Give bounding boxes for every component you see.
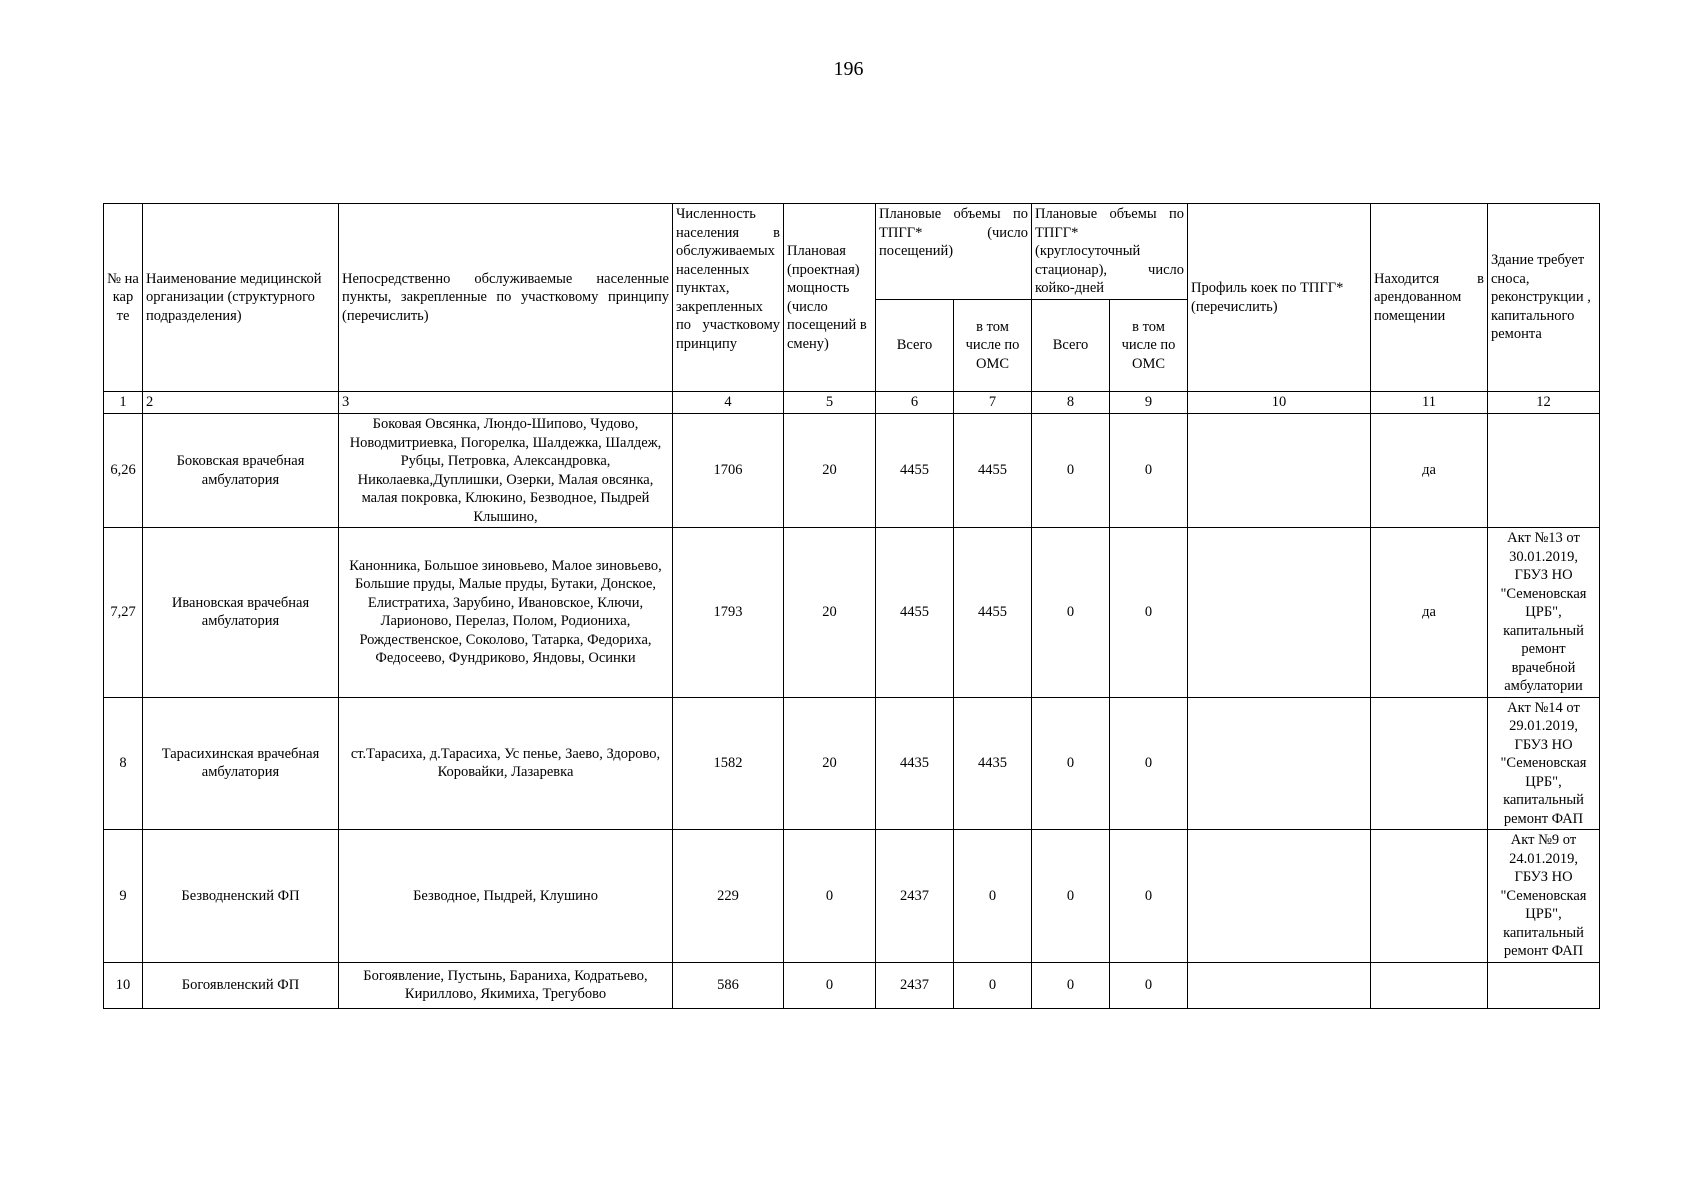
table-row xyxy=(104,528,1600,698)
cell-organization: Боковская врачебная амбулатория xyxy=(143,414,339,528)
cell-bed-profile xyxy=(1188,830,1371,963)
header-map-no: № на кар те xyxy=(104,204,143,392)
column-number: 7 xyxy=(954,392,1032,414)
cell-population: 1582 xyxy=(673,697,784,830)
cell-beddays-total: 0 xyxy=(1032,414,1110,528)
column-number: 8 xyxy=(1032,392,1110,414)
cell-beddays-oms: 0 xyxy=(1110,830,1188,963)
column-number: 4 xyxy=(673,392,784,414)
cell-building: Акт №13 от 30.01.2019, ГБУЗ НО "Семеновская ЦРБ", капитальный ремонт врачебной амбулатории xyxy=(1488,528,1600,698)
cell-map-no: 7,27 xyxy=(104,528,143,698)
cell-bed-profile xyxy=(1188,697,1371,830)
cell-settlements: Богоявление, Пустынь, Бараниха, Кодратьево, Кириллово, Якимиха, Трегубово xyxy=(339,962,673,1008)
cell-beddays-total: 0 xyxy=(1032,697,1110,830)
header-beddays-group: Плановые объемы по ТПГГ* (круглосуточный стационар), число койко-дней xyxy=(1032,204,1188,300)
header-rented: Находится в арендованном помещении xyxy=(1371,204,1488,392)
cell-visits-oms: 0 xyxy=(954,830,1032,963)
cell-organization: Ивановская врачебная амбулатория xyxy=(143,528,339,698)
header-organization: Наименование медицинской организации (структурного подразделения) xyxy=(143,204,339,392)
cell-visits-total: 4435 xyxy=(876,697,954,830)
cell-population: 586 xyxy=(673,962,784,1008)
cell-bed-profile xyxy=(1188,962,1371,1008)
header-settlements: Непосредственно обслуживаемые населенные пункты, закрепленные по участковому принципу (перечислить) xyxy=(339,204,673,392)
cell-organization: Тарасихинская врачебная амбулатория xyxy=(143,697,339,830)
cell-building: Акт №14 от 29.01.2019, ГБУЗ НО "Семеновская ЦРБ", капитальный ремонт ФАП xyxy=(1488,697,1600,830)
cell-population: 1706 xyxy=(673,414,784,528)
cell-map-no: 9 xyxy=(104,830,143,963)
column-number: 1 xyxy=(104,392,143,414)
page-number: 196 xyxy=(833,58,864,80)
cell-capacity: 0 xyxy=(784,962,876,1008)
cell-settlements: Безводное, Пыдрей, Клушино xyxy=(339,830,673,963)
header-population: Численность населения в обслуживаемых населенных пунктах, закрепленных по участковому принципу xyxy=(673,204,784,392)
cell-organization: Безводненский ФП xyxy=(143,830,339,963)
cell-population: 229 xyxy=(673,830,784,963)
header-visits-total: Всего xyxy=(876,300,954,392)
cell-rented xyxy=(1371,830,1488,963)
cell-visits-total: 2437 xyxy=(876,830,954,963)
cell-settlements: ст.Тарасиха, д.Тарасиха, Ус пенье, Заево, Здорово, Коровайки, Лазаревка xyxy=(339,697,673,830)
cell-visits-total: 2437 xyxy=(876,962,954,1008)
table-row xyxy=(104,414,1600,528)
cell-rented xyxy=(1371,962,1488,1008)
cell-rented: да xyxy=(1371,528,1488,698)
header-building: Здание требует сноса, реконструкции , капитального ремонта xyxy=(1488,204,1600,392)
table-row xyxy=(104,962,1600,1008)
cell-beddays-oms: 0 xyxy=(1110,697,1188,830)
cell-organization: Богоявленский ФП xyxy=(143,962,339,1008)
cell-bed-profile xyxy=(1188,414,1371,528)
column-number: 5 xyxy=(784,392,876,414)
cell-settlements: Канонника, Большое зиновьево, Малое зиновьево, Большие пруды, Малые пруды, Бутаки, Донское, Елистратиха, Зарубино, Ивановское, Ключи, Ларионово, Перелаз, Полом, Родиониха, Рождественское, Соколово, Татарка, Федориха, Федосеево, Фундриково, Яндовы, Осинки xyxy=(339,528,673,698)
cell-building: Акт №9 от 24.01.2019, ГБУЗ НО "Семеновская ЦРБ", капитальный ремонт ФАП xyxy=(1488,830,1600,963)
column-number: 6 xyxy=(876,392,954,414)
column-number: 10 xyxy=(1188,392,1371,414)
column-number: 2 xyxy=(143,392,339,414)
table-header xyxy=(104,204,1600,414)
cell-beddays-oms: 0 xyxy=(1110,528,1188,698)
cell-map-no: 10 xyxy=(104,962,143,1008)
cell-building xyxy=(1488,962,1600,1008)
cell-building xyxy=(1488,414,1600,528)
cell-settlements: Боковая Овсянка, Люндо-Шипово, Чудово, Новодмитриевка, Погорелка, Шалдежка, Шалдеж, Рубцы, Петровка, Александровка, Николаевка,Дуплишки, Озерки, Малая овсянка, малая покровка, Клюкино, Безводное, Пыдрей Клышино, xyxy=(339,414,673,528)
cell-capacity: 20 xyxy=(784,414,876,528)
header-bed-profile: Профиль коек по ТПГГ* (перечислить) xyxy=(1188,204,1371,392)
cell-map-no: 6,26 xyxy=(104,414,143,528)
column-numbers-row xyxy=(104,392,1600,414)
cell-visits-oms: 4435 xyxy=(954,697,1032,830)
column-number: 9 xyxy=(1110,392,1188,414)
cell-bed-profile xyxy=(1188,528,1371,698)
cell-beddays-oms: 0 xyxy=(1110,414,1188,528)
header-beddays-oms: в том числе по ОМС xyxy=(1110,300,1188,392)
cell-capacity: 0 xyxy=(784,830,876,963)
cell-beddays-total: 0 xyxy=(1032,528,1110,698)
cell-rented: да xyxy=(1371,414,1488,528)
table-row xyxy=(104,697,1600,830)
cell-map-no: 8 xyxy=(104,697,143,830)
cell-visits-oms: 0 xyxy=(954,962,1032,1008)
header-visits-group: Плановые объемы по ТПГГ* (число посещений) xyxy=(876,204,1032,300)
header-visits-oms: в том числе по ОМС xyxy=(954,300,1032,392)
header-capacity: Плановая (проектная) мощность (число посещений в смену) xyxy=(784,204,876,392)
cell-capacity: 20 xyxy=(784,697,876,830)
cell-beddays-total: 0 xyxy=(1032,962,1110,1008)
cell-visits-total: 4455 xyxy=(876,414,954,528)
cell-population: 1793 xyxy=(673,528,784,698)
cell-visits-oms: 4455 xyxy=(954,414,1032,528)
cell-visits-oms: 4455 xyxy=(954,528,1032,698)
column-number: 3 xyxy=(339,392,673,414)
header-beddays-total: Всего xyxy=(1032,300,1110,392)
cell-capacity: 20 xyxy=(784,528,876,698)
facilities-table xyxy=(103,203,1600,1009)
cell-rented xyxy=(1371,697,1488,830)
cell-visits-total: 4455 xyxy=(876,528,954,698)
table-row xyxy=(104,830,1600,963)
column-number: 11 xyxy=(1371,392,1488,414)
cell-beddays-oms: 0 xyxy=(1110,962,1188,1008)
table-body xyxy=(104,414,1600,1009)
column-number: 12 xyxy=(1488,392,1600,414)
cell-beddays-total: 0 xyxy=(1032,830,1110,963)
